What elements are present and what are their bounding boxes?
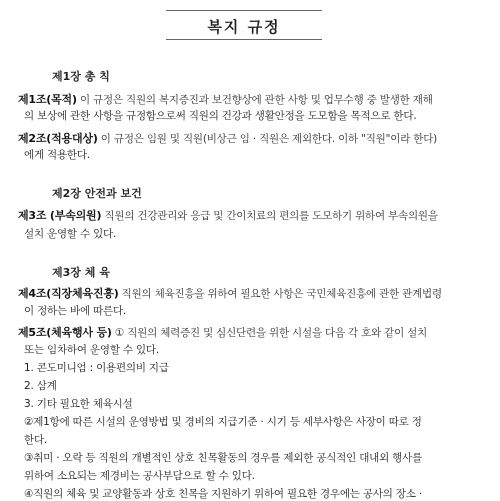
list-item: 3. 기타 필요한 체육시설 — [24, 398, 133, 410]
article-3-line-1 — [18, 207, 488, 223]
article-5-text-2: 또는 임차하여 운영할 수 있다. — [24, 344, 160, 356]
article-5-heading: 제5조(체육행사 등) — [18, 326, 112, 339]
article-5-line-1 — [18, 324, 488, 340]
article-3-text-1: 직원의 건강관리와 응급 및 간이치료의 편의를 도모하기 위하여 부속의원을 — [101, 210, 438, 222]
article-2-heading: 제2조(적용대상) — [18, 132, 98, 145]
article-5-text-1: ① 직원의 체력증진 및 심신단련을 위한 시설을 다음 각 호와 같이 설치 — [111, 327, 428, 339]
chapter-3-heading: 제3장 체 육 — [52, 266, 110, 279]
article-2-text-1: 이 규정은 임원 및 직원(비상근 임 · 직원은 제외한다. 이하 "직원"이라 한다) — [97, 133, 438, 145]
article-5-paragraph-2-line-2: 한다. — [24, 434, 48, 446]
article-1-heading: 제1조(목적) — [18, 93, 77, 106]
article-4-line-1 — [18, 285, 488, 301]
article-3-text-2: 설치 운영할 수 있다. — [24, 228, 117, 240]
article-2-line-1 — [18, 130, 488, 146]
article-4-text-1: 직원의 체육진흥을 위하여 필요한 사항은 국민체육진흥에 관한 관계법령 — [118, 288, 442, 300]
article-4-text-2: 이 정하는 바에 따른다. — [24, 305, 127, 317]
document-title: 복지 규정 — [207, 18, 281, 36]
article-4-heading: 제4조(직장체육진흥) — [18, 287, 119, 300]
chapter-2-heading: 제2장 안전과 보건 — [52, 187, 142, 200]
article-2-text-2: 에게 적용한다. — [24, 149, 90, 161]
article-1-text-2: 의 보상에 관한 사항을 규정함으로써 직원의 건강과 생활안정을 도모함을 목적으로 한다. — [24, 110, 417, 122]
article-5-paragraph-3-line-1: ③취미 · 오락 등 직원의 개별적인 상호 친목활동의 경우를 제외한 공식적인 대내외 행사를 — [24, 452, 423, 464]
article-5-paragraph-3-line-2: 위하여 소요되는 제경비는 공사부담으로 할 수 있다. — [24, 470, 255, 482]
article-5-paragraph-2-line-1: ②제1항에 따른 시설의 운영방법 및 경비의 지급기준 · 시기 등 세부사항은 사장이 따로 정 — [24, 416, 422, 428]
article-3-heading: 제3조 (부속의원) — [18, 209, 102, 222]
article-1-line-1 — [18, 91, 488, 107]
list-item: 2. 삼계 — [24, 380, 57, 392]
list-item: 1. 콘도미니엄 : 이용편의비 지급 — [24, 362, 169, 374]
article-5-paragraph-4-line-1: ④직원의 체육 및 교양활동과 상호 친목을 지원하기 위하여 필요한 경우에는 공사의 장소 · — [24, 488, 423, 500]
title-box — [166, 10, 322, 40]
article-1-text-1: 이 규정은 직원의 복지증진과 보건향상에 관한 사항 및 업무수행 중 발생한 재해 — [76, 94, 433, 106]
chapter-1-heading: 제1장 총 칙 — [52, 70, 110, 83]
